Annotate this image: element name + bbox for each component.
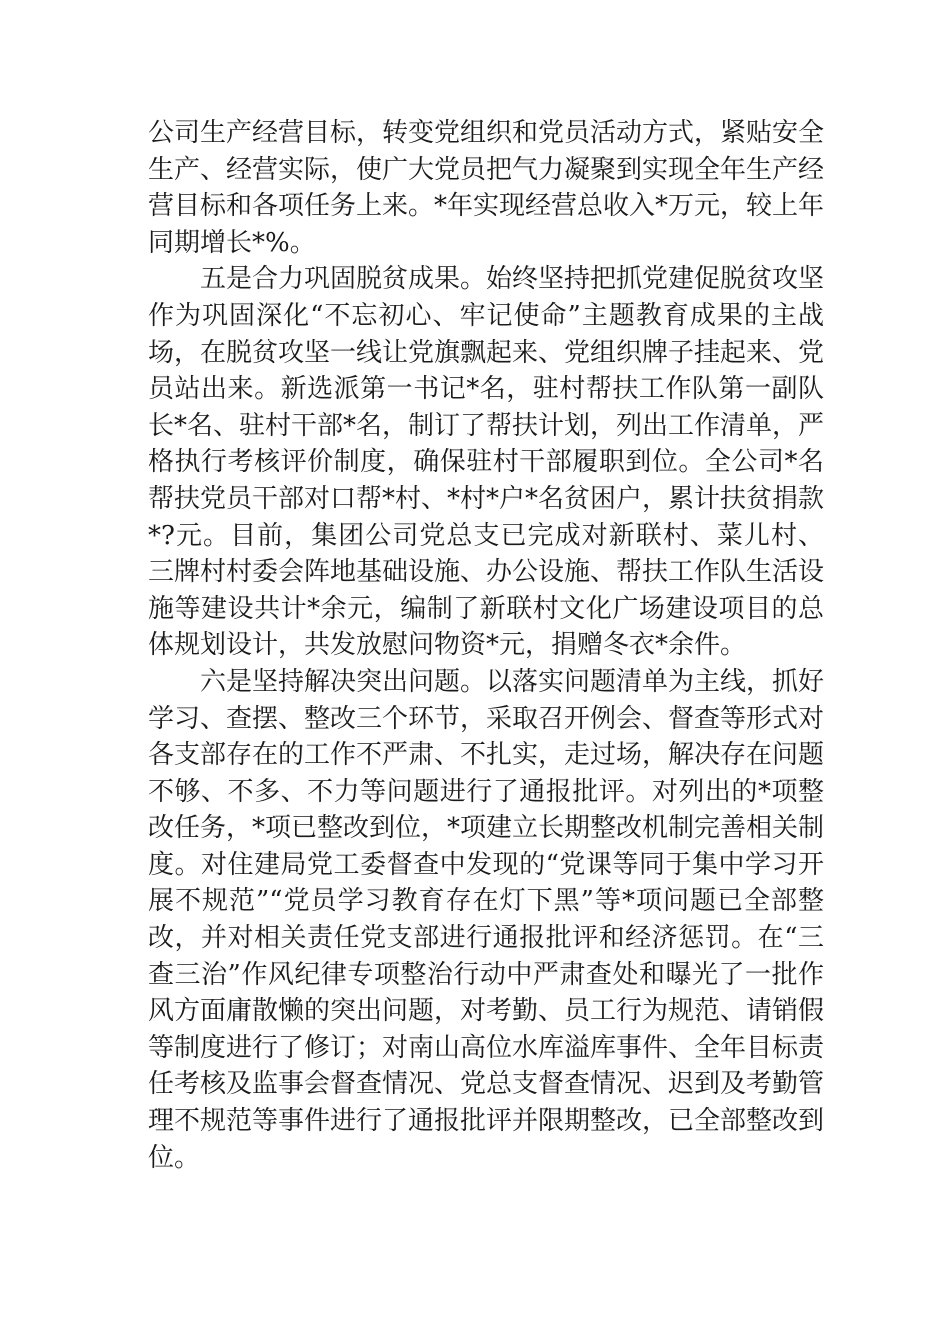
paragraph-problem-solving: 六是坚持解决突出问题。以落实问题清单为主线，抓好学习、查摆、整改三个环节，采取召开例会、督查等形式对各支部存在的工作不严肃、不扎实，走过场，解决存在问题不够、不多、不力等问题进行了通报批评。对列出的*项整改任务，*项已整改到位，*项建立长期整改机制完善相关制度。对住建局党工委督查中发现的“党课等同于集中学习开展不规范”“党员学习教育存在灯下黑”等*项问题已全部整改，并对相关责任党支部进行通报批评和经济惩罚。在“三查三治”作风纪律专项整治行动中严肃查处和曝光了一批作风方面庸散懒的突出问题，对考勤、员工行为规范、请销假等制度进行了修订；对南山高位水库溢库事件、全年目标责任考核及监事会督查情况、党总支督查情况、迟到及考勤管理不规范等事件进行了通报批评并限期整改，已全部整改到位。 — [148, 666, 825, 1173]
document-body — [148, 115, 824, 1176]
paragraph-continuation: 公司生产经营目标，转变党组织和党员活动方式，紧贴安全生产、经营实际，使广大党员把气力凝聚到实现全年生产经营目标和各项任务上来。*年实现经营总收入*万元，较上年同期增长*%。 — [148, 118, 825, 258]
paragraph-poverty-alleviation: 五是合力巩固脱贫成果。始终坚持把抓党建促脱贫攻坚作为巩固深化“不忘初心、牢记使命”主题教育成果的主战场，在脱贫攻坚一线让党旗飘起来、党组织牌子挂起来、党员站出来。新选派第一书记*名，驻村帮扶工作队第一副队长*名、驻村干部*名，制订了帮扶计划，列出工作清单，严格执行考核评价制度，确保驻村干部履职到位。全公司*名帮扶党员干部对口帮*村、*村*户*名贫困户，累计扶贫捐款*?元。目前，集团公司党总支已完成对新联村、菜儿村、三牌村村委会阵地基础设施、办公设施、帮扶工作队生活设施等建设共计*余元，编制了新联村文化广场建设项目的总体规划设计，共发放慰问物资*元，捐赠冬衣*余件。 — [148, 264, 825, 661]
